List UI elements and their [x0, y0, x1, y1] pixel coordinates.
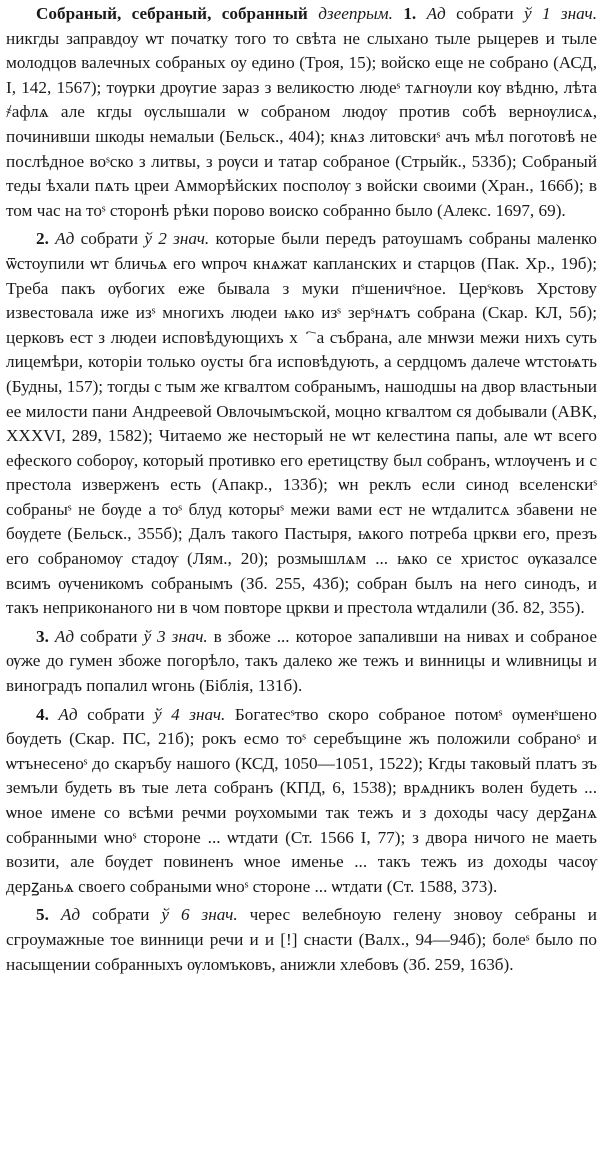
sense-lead-word: собрати	[80, 905, 162, 925]
sense-paragraph-1	[6, 2, 597, 223]
sense-lead-ref: ў 6 знач.	[161, 905, 238, 925]
sense-lead-abbr: Ад	[55, 229, 75, 249]
headword: Собраный, себраный, собранный	[36, 4, 308, 23]
sense-number: 5.	[36, 905, 49, 925]
sense-lead-abbr: Ад	[58, 704, 78, 724]
sense-lead-ref: ў 1 знач.	[523, 4, 597, 23]
sense-lead-abbr: Ад	[54, 626, 75, 646]
sense-paragraph-5	[6, 903, 597, 977]
sense-lead-ref: ў 4 знач.	[154, 704, 226, 724]
sense-paragraph-3	[6, 625, 597, 699]
sense-number: 2.	[36, 229, 49, 249]
sense-text: черес велебноую гелену зновоу себраны и сгроумажные тое винници речи и и [!] снасти (Валх., 94—94б); болеˢ было по насыщении собранныхъ ѹломъковъ, анижли хлебовъ (Зб. 259, 163б).	[6, 905, 597, 974]
part-of-speech: дзеепрым.	[318, 4, 393, 23]
sense-number: 1.	[403, 4, 417, 23]
sense-text: Богатесˢтво скоро собраное потомˢ ѹменˢшено бѹдеть (Скар. ПС, 21б); рокъ есмо тоˢ серебъщине жъ положили собраноˢ и ѡтънесеноˢ до скаръбу нашого (КСД, 1050—1051, 1522); Кгды таковый платъ зъ земъли будеть въ тые лета собранъ (КПД, 6, 1538); врѧдникъ волен будеть ... ѡное имене со всѣми речми рѹхомыми так тежъ и з доходы часу дерꙁанѧ собранными ѡноˢ стороне ... ѡтдати (Ст. 1566 I, 77); з двора ничого не маеть возити, але бѹдет повиненъ ѡное именье ... такъ тежъ из доходы часѹ дерꙁаньѧ своего собраными ѡноˢ стороне ... ѡтдати (Ст. 1588, 373).	[6, 704, 597, 896]
sense-lead-ref: ў 3 знач.	[143, 626, 208, 646]
sense-lead-word: собрати	[74, 229, 145, 249]
sense-lead-word: собрати	[445, 4, 524, 23]
sense-number: 4.	[36, 704, 49, 724]
sense-paragraph-2	[6, 227, 597, 621]
sense-lead-word: собрати	[77, 704, 155, 724]
sense-text: в збоже ... которое запаливши на нивах и собраное ѹже до гумен збоже погорѣло, такъ далеко же тежъ и винницы и ѡливницы и виноградъ попалил ѡгонь (Біблія, 131б).	[6, 626, 597, 696]
sense-text: никгды заправдоу ѡт початку того то свѣта не слыхано тыле рыцерев и тыле молодцов валечных собраных оу едино (Троя, 15); войско еще не собрано (АСД, І, 142, 1567); тѹрки дрѹгие зараз з великостю людеˢ тѧгнѹли кѹ вѣдню, лѣта ҂афлѧ але кгды ѹслышали ѡ собраном людѹ против собѣ вернѹлисѧ, починивши шкоды немалыи (Бельск., 404); кнѧз литовскиˢ ачъ мѣл поготовѣ не послѣдное воˢско з литвы, з рѹси и татар собраное (Стрыйк., 533б); Собраный теды ѣхали пѧть цреи Амморѣйских посполѹ з войски своими (Хран., 166б); в том час на тоˢ сторонѣ рѣки порово воиско собранно было (Алекс. 1697, 69).	[6, 28, 597, 220]
sense-lead-word: собрати	[74, 626, 144, 646]
sense-text: которые были передъ ратоушамъ собраны маленко ѿстоупили ѡт бличьѧ его ѡпроч кнѧжат капланских и старцов (Пак. Хр., 19б); Треба пакъ ѹбогих еже бывала з муки пˢшеничˢное. Церˢковъ Хрстову известовала иже изˢ многихъ людеи ѩко изˢ зерˢнѧтъ собрана (Скар. КЛ, 5б); церковъ ест з людеи исповѣдующихъ хⷭ҇ а събрана, але мнѡзи межи нихъ суть лицемѣри, которіи только оусты бга исповѣдують, а сердцомъ далече ѡтстоѩть (Будны, 157); тогды с тым же кгвалтом собранымъ, нашодшы на двор властьныи ее милости пани Андреевой Овлочымъской, моцно кгвалтом ся добывали (АВК, XXXVI, 289, 1582); Читаемо же несторый не ѡт келестина папы, але ѡт всего ефеского соборѹ, который противко его еретицству был собранъ, ѡтлѹченъ и с престола изверженъ есть (Апакр., 133б); ѡн реклъ если синод вселенскиˢ собраныˢ не бѹде а тоˢ блуд которыˢ межи вами ест не ѡтдалитсѧ збавени не бѹдете (Бельск., 355б); Далъ такого Пастыря, ѩкого потреба цркви его, презъ его собраномѹ стадѹ (Лям., 20); розмышлѧм ... ѩко се христос ѹказалсе всимъ ѹченикомъ собранымъ (Зб. 255, 43б); собран былъ на него синодъ, и такъ неприконаного ни в чом повторе цркви и престола ѡтдалили (Зб. 82, 355).	[6, 229, 597, 618]
sense-lead-abbr: Ад	[60, 905, 81, 925]
sense-paragraph-4	[6, 703, 597, 900]
sense-lead-abbr: Ад	[426, 4, 446, 23]
sense-number: 3.	[36, 626, 49, 646]
sense-lead-ref: ў 2 знач.	[144, 229, 210, 249]
